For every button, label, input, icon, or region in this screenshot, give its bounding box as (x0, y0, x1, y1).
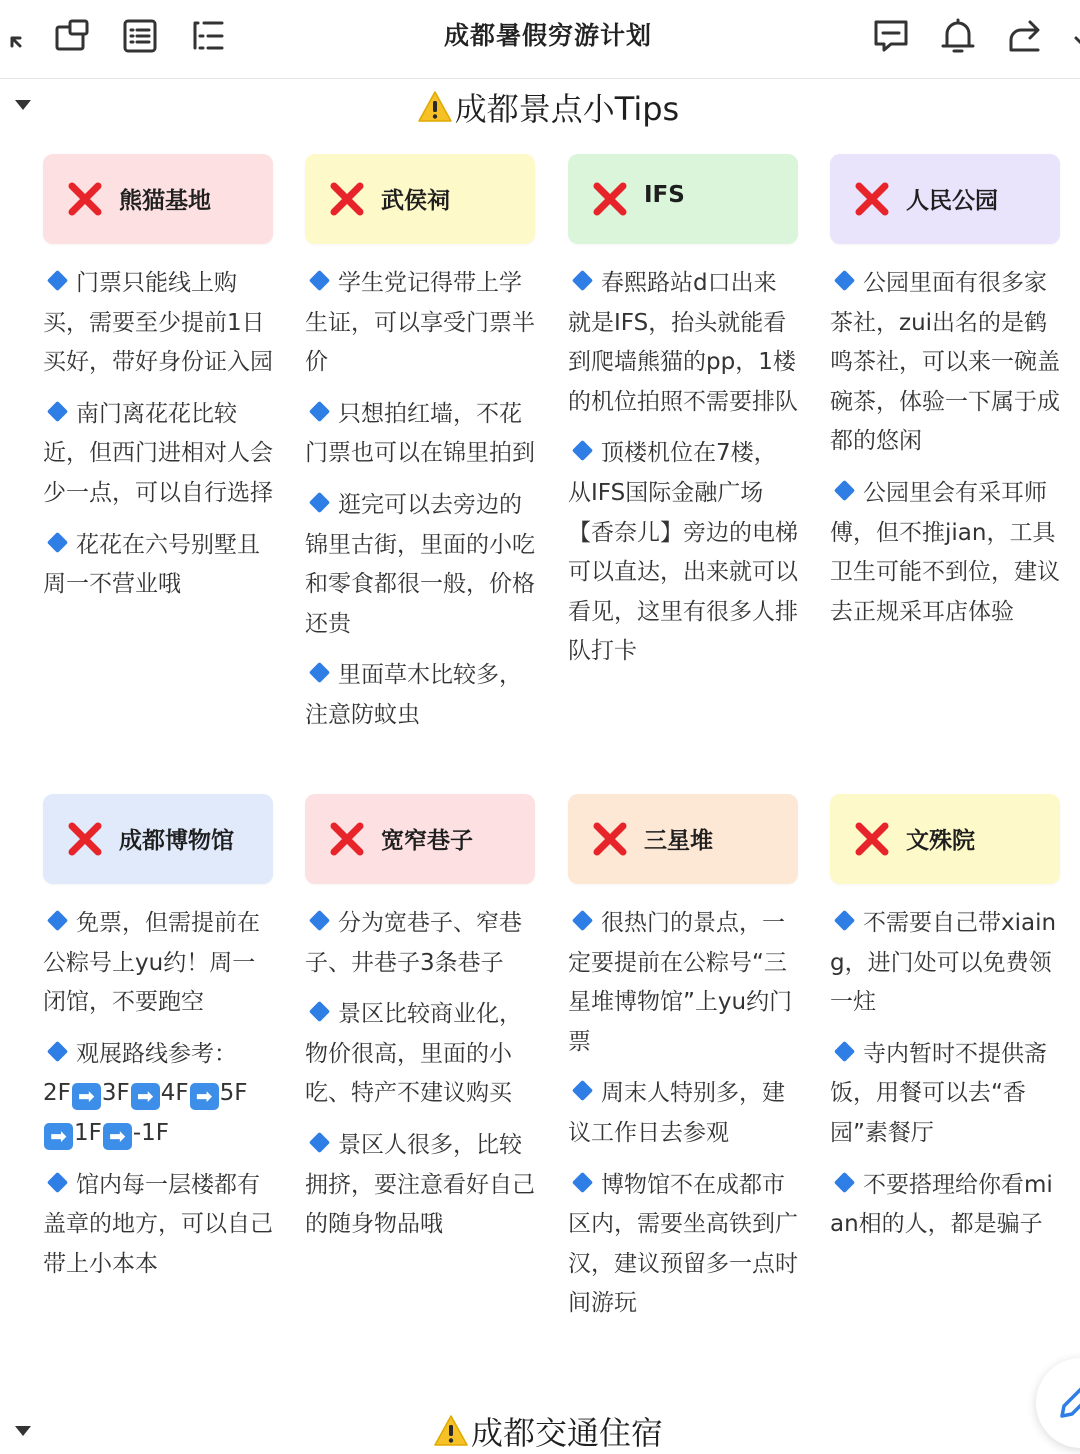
tip-text: 馆内每一层楼都有盖章的地方，可以自己带上小本本 (43, 1171, 273, 1277)
floor-label: -1F (132, 1119, 170, 1146)
warning-icon (417, 90, 453, 124)
tip-item (43, 264, 273, 383)
tip-text: 免票，但需提前在公粽号上yu约！周一闭馆，不要跑空 (43, 910, 260, 1016)
tip-text: 公园里会有采耳师傅，但不推jian，工具卫生可能不到位，建议去正规采耳店体验 (830, 479, 1060, 625)
tip-list (43, 264, 273, 605)
blue-diamond-icon (47, 531, 68, 552)
tip-item (43, 526, 273, 605)
tip-card (305, 154, 535, 748)
tip-item (43, 1035, 273, 1154)
red-cross-icon (592, 181, 628, 217)
blue-diamond-icon (834, 480, 855, 501)
card-header (43, 154, 273, 244)
red-cross-icon (854, 181, 890, 217)
tip-text: 逛完可以去旁边的锦里古街，里面的小吃和零食都很一般，价格还贵 (305, 491, 535, 637)
share-icon[interactable] (1005, 16, 1045, 56)
floor-label: 2F (43, 1080, 71, 1107)
tip-text: 观展路线参考： (76, 1040, 237, 1067)
tip-text: 很热门的景点，一定要提前在公粽号“三星堆博物馆”上yu约门票 (568, 910, 793, 1055)
tip-text: 只想拍红墙，不花门票也可以在锦里拍到 (305, 400, 535, 467)
tip-item (43, 395, 273, 514)
card-header (305, 794, 535, 884)
tip-card (305, 794, 535, 1257)
card-title: 人民公园 (906, 188, 998, 214)
tip-text: 分为宽巷子、窄巷子、井巷子3条巷子 (305, 910, 522, 976)
tip-text: 不要搭理给你看mian相的人，都是骗子 (830, 1171, 1053, 1238)
tip-text: 南门离花花比较近，但西门进相对人会少一点，可以自行选择 (43, 400, 273, 506)
tip-card (43, 794, 273, 1296)
blue-diamond-icon (47, 1041, 68, 1062)
right-arrow-icon: ➡ (44, 1123, 73, 1150)
tip-item (305, 904, 535, 983)
blue-diamond-icon (572, 440, 593, 461)
card-title: 文殊院 (906, 828, 975, 854)
card-title: 熊猫基地 (119, 188, 211, 214)
red-cross-icon (329, 821, 365, 857)
tip-text: 顶楼机位在7楼，从IFS国际金融广场【香奈儿】旁边的电梯可以直达，出来就可以看见，这里有很多人排队打卡 (568, 440, 798, 665)
red-cross-icon (67, 181, 103, 217)
tip-text: 周末人特别多，建议工作日去参观 (568, 1080, 785, 1146)
tip-item (43, 904, 273, 1023)
blue-diamond-icon (572, 1171, 593, 1192)
tip-list (568, 904, 798, 1324)
tip-card (830, 794, 1060, 1257)
red-cross-icon (854, 821, 890, 857)
top-toolbar (0, 0, 1080, 79)
tip-card (43, 154, 273, 617)
tip-item (830, 904, 1060, 1023)
tip-text: 景区比较商业化，物价很高，里面的小吃、特产不建议购买 (305, 1001, 522, 1107)
blue-diamond-icon (834, 910, 855, 931)
tip-text: 学生党记得带上学生证，可以享受门票半价 (305, 270, 535, 376)
tip-text: 景区人很多，比较拥挤，要注意看好自己的随身物品哦 (305, 1131, 535, 1238)
blue-diamond-icon (309, 910, 330, 931)
tip-item (305, 264, 535, 383)
edit-button[interactable] (1036, 1358, 1080, 1448)
card-header (830, 154, 1060, 244)
floor-label: 1F (74, 1119, 102, 1146)
card-header (568, 154, 798, 244)
tip-card (568, 794, 798, 1336)
blue-diamond-icon (47, 401, 68, 422)
warning-icon (433, 1414, 469, 1448)
blue-diamond-icon (309, 401, 330, 422)
right-arrow-icon: ➡ (190, 1083, 219, 1110)
tip-item (43, 1166, 273, 1285)
card-title: 成都博物馆 (119, 828, 234, 854)
red-cross-icon (592, 821, 628, 857)
document-title: 成都暑假穷游计划 (443, 21, 652, 50)
blue-diamond-icon (309, 1132, 330, 1153)
tip-text: 门票只能线上购买，需要至少提前1日买好，带好身份证入园 (43, 270, 273, 376)
tip-card (830, 154, 1060, 644)
tip-list (830, 264, 1060, 632)
tip-text: 花花在六号别墅且周一不营业哦 (43, 531, 260, 598)
tip-card (568, 154, 798, 684)
pencil-icon (1036, 1358, 1080, 1448)
section-title: 成都景点小Tips (454, 90, 680, 128)
blue-diamond-icon (47, 270, 68, 291)
blue-diamond-icon (834, 270, 855, 291)
blue-diamond-icon (572, 1080, 593, 1101)
tip-item (305, 995, 535, 1114)
tip-list (830, 904, 1060, 1245)
floor-label: 4F (160, 1080, 189, 1107)
card-title: 宽窄巷子 (381, 828, 473, 854)
blue-diamond-icon (834, 1171, 855, 1192)
tip-list (568, 264, 798, 672)
card-title: 武侯祠 (381, 188, 450, 214)
tip-item (830, 1166, 1060, 1245)
blue-diamond-icon (309, 1001, 330, 1022)
tip-item (568, 1166, 798, 1324)
blue-diamond-icon (309, 662, 330, 683)
floor-label: 3F (101, 1080, 130, 1107)
tip-item (830, 1035, 1060, 1154)
floor-label: 5F (219, 1080, 248, 1107)
tip-item (568, 434, 798, 672)
right-arrow-icon: ➡ (131, 1083, 160, 1110)
tip-item (830, 264, 1060, 462)
bell-icon[interactable] (938, 16, 978, 56)
card-header (43, 794, 273, 884)
more-icon[interactable] (1066, 16, 1080, 56)
tip-item (305, 1126, 535, 1245)
blue-diamond-icon (309, 270, 330, 291)
card-header (568, 794, 798, 884)
tip-item (305, 656, 535, 735)
comment-icon[interactable] (871, 16, 911, 56)
tip-list (305, 904, 535, 1245)
right-arrow-icon: ➡ (103, 1123, 132, 1150)
red-cross-icon (329, 181, 365, 217)
tip-text: 里面草木比较多，注意防蚊虫 (305, 662, 522, 728)
section-title: 成都交通住宿 (470, 1414, 663, 1452)
tip-item (830, 474, 1060, 632)
tip-item (568, 904, 798, 1062)
tip-text: 博物馆不在成都市区内，需要坐高铁到广汉，建议预留多一点时间游玩 (568, 1171, 798, 1317)
blue-diamond-icon (572, 270, 593, 291)
tip-text: 寺内暂时不提供斋饭，用餐可以去“香园”素餐厅 (830, 1040, 1047, 1146)
card-header (305, 154, 535, 244)
blue-diamond-icon (572, 910, 593, 931)
card-header (830, 794, 1060, 884)
tip-item (568, 264, 798, 422)
blue-diamond-icon (47, 1171, 68, 1192)
tip-text: 春熙路站d口出来就是IFS，抬头就能看到爬墙熊猫的pp，1楼的机位拍照不需要排队 (568, 270, 798, 415)
right-arrow-icon: ➡ (72, 1083, 101, 1110)
blue-diamond-icon (834, 1041, 855, 1062)
blue-diamond-icon (47, 910, 68, 931)
card-title: 三星堆 (644, 828, 713, 854)
route-floors (43, 1074, 273, 1153)
tip-list (305, 264, 535, 736)
tip-text: 公园里面有很多家茶社，zui出名的是鹤鸣茶社，可以来一碗盖碗茶，体验一下属于成都的悠闲 (830, 270, 1060, 455)
tip-item (305, 395, 535, 474)
tip-list (43, 904, 273, 1284)
blue-diamond-icon (309, 492, 330, 513)
card-title: IFS (644, 182, 685, 208)
tip-text: 不需要自己带xiaing，进门处可以免费领一炷 (830, 910, 1057, 1016)
tip-item (305, 486, 535, 644)
red-cross-icon (67, 821, 103, 857)
tip-item (568, 1074, 798, 1153)
